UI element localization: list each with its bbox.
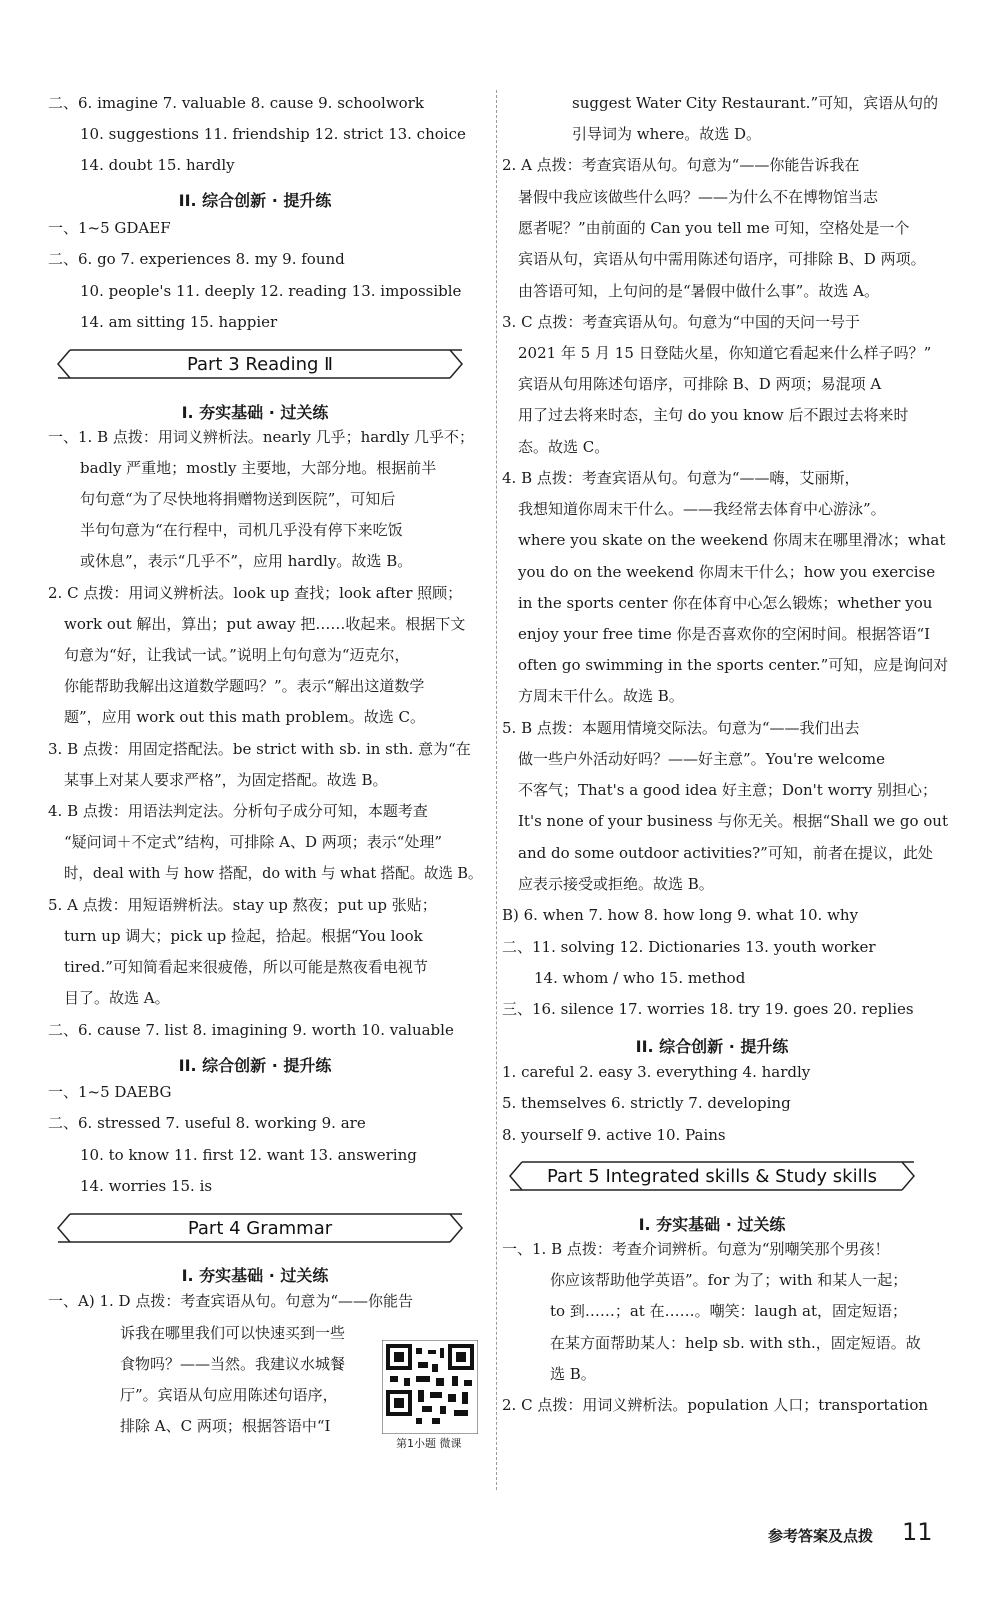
answer-line: 4. B 点拨：考查宾语从句。句意为“——嗨，艾丽斯， (502, 469, 860, 487)
answer-line: 时，deal with 与 how 搭配，do with 与 what 搭配。故选 B。 (64, 864, 483, 882)
answer-line: 10. suggestions 11. friendship 12. strict 13. choice (80, 125, 466, 143)
answer-line: 厅”。宾语从句应用陈述句语序， (120, 1386, 338, 1404)
answer-line: 食物吗？——当然。我建议水城餐 (120, 1355, 346, 1373)
answer-line: 宾语从句，宾语从句中需用陈述句语序，可排除 B、D 两项。 (518, 250, 926, 268)
part-banner (56, 348, 464, 380)
answer-line: B) 6. when 7. how 8. how long 9. what 10. why (502, 906, 859, 924)
answer-line: 14. worries 15. is (80, 1177, 213, 1195)
answer-line: 诉我在哪里我们可以快速买到一些 (120, 1324, 346, 1342)
answer-line: 14. doubt 15. hardly (80, 156, 235, 174)
section-heading: I. 夯实基础 · 过关练 (181, 403, 329, 422)
answer-line: 一、A) 1. D 点拨：考查宾语从句。句意为“——你能告 (48, 1292, 413, 1310)
answer-line: 由答语可知，上句问的是“暑假中做什么事”。故选 A。 (518, 282, 879, 300)
answer-line: 一、1. B 点拨：用词义辨析法。nearly 几乎；hardly 几乎不； (48, 428, 474, 446)
column-divider (496, 90, 497, 1490)
answer-line: 二、6. cause 7. list 8. imagining 9. worth 10. valuable (48, 1021, 454, 1039)
answer-line: 用了过去将来时态，主句 do you know 后不跟过去将来时 (518, 406, 909, 424)
part-banner (56, 1212, 464, 1244)
answer-line: 二、11. solving 12. Dictionaries 13. youth worker (502, 938, 876, 956)
answer-line: enjoy your free time 你是否喜欢你的空闲时间。根据答语“I (518, 625, 931, 643)
answer-line: 5. A 点拨：用短语辨析法。stay up 熬夜；put up 张贴； (48, 896, 437, 914)
answer-line: 或休息”，表示“几乎不”，应用 hardly。故选 B。 (80, 552, 413, 570)
answer-line: 应表示接受或拒绝。故选 B。 (518, 875, 714, 893)
answer-line: 一、1~5 DAEBG (48, 1083, 172, 1101)
section-heading: II. 综合创新 · 提升练 (635, 1037, 789, 1056)
answer-line: 句意为“好，让我试一试。”说明上句句意为“迈克尔， (64, 646, 410, 664)
answer-line: to 到……；at 在……。嘲笑：laugh at，固定短语； (550, 1302, 907, 1320)
answer-line: in the sports center 你在体育中心怎么锻炼；whether you (518, 594, 933, 612)
section-heading: II. 综合创新 · 提升练 (178, 1056, 332, 1075)
answer-line: 半句句意为“在行程中，司机几乎没有停下来吃饭 (80, 521, 403, 539)
answer-line: 2. C 点拨：用词义辨析法。look up 查找；look after 照顾； (48, 584, 463, 602)
answer-line: 14. whom / who 15. method (534, 969, 746, 987)
answer-line: 你能帮助我解出这道数学题吗？”。表示“解出这道数学 (64, 677, 425, 695)
answer-line: and do some outdoor activities?”可知，前者在提议，此处 (518, 844, 933, 862)
answer-line: work out 解出，算出；put away 把……收起来。根据下文 (64, 615, 466, 633)
section-heading: I. 夯实基础 · 过关练 (638, 1215, 786, 1234)
answer-line: 三、16. silence 17. worries 18. try 19. goes 20. replies (502, 1000, 914, 1018)
part-title: Part 4 Grammar (187, 1218, 333, 1239)
answer-line: 愿者呢？”由前面的 Can you tell me 可知，空格处是一个 (518, 219, 910, 237)
answer-line: you do on the weekend 你周末干什么；how you exercise (518, 563, 936, 581)
answer-line: 做一些户外活动好吗？——好主意”。You're welcome (518, 750, 885, 768)
answer-line: 4. B 点拨：用语法判定法。分析句子成分可知，本题考查 (48, 802, 428, 820)
answer-line: It's none of your business 与你无关。根据“Shall we go out (518, 812, 948, 830)
answer-line: 宾语从句用陈述句语序，可排除 B、D 两项；易混项 A (518, 375, 882, 393)
answer-line: 不客气；That's a good idea 好主意；Don't worry 别担心； (518, 781, 938, 799)
answer-line: 3. C 点拨：考查宾语从句。句意为“中国的天问一号于 (502, 313, 860, 331)
answer-line: 一、1~5 GDAEF (48, 219, 171, 237)
answer-line: 我想知道你周末干什么。——我经常去体育中心游泳”。 (518, 500, 886, 518)
part-banner (508, 1160, 916, 1192)
answer-line: 排除 A、C 两项；根据答语中“I (120, 1417, 331, 1435)
answer-line: 在某方面帮助某人：help sb. with sth.，固定短语。故 (550, 1334, 921, 1352)
answer-line: 态。故选 C。 (518, 438, 610, 456)
answer-line: 一、1. B 点拨：考查介词辨析。句意为“别嘲笑那个男孩！ (502, 1240, 890, 1258)
answer-line: 句句意“为了尽快地将捐赠物送到医院”，可知后 (80, 490, 396, 508)
answer-line: often go swimming in the sports center.”可知，应是询问对 (518, 656, 949, 674)
answer-line: 目了。故选 A。 (64, 989, 170, 1007)
answer-line: turn up 调大；pick up 捡起，拾起。根据“You look (64, 927, 423, 945)
part-title: Part 5 Integrated skills & Study skills (547, 1166, 877, 1187)
answer-line: where you skate on the weekend 你周末在哪里滑冰；what (518, 531, 946, 549)
answer-line: 暑假中我应该做些什么吗？——为什么不在博物馆当志 (518, 188, 879, 206)
answer-line: 5. B 点拨：本题用情境交际法。句意为“——我们出去 (502, 719, 860, 737)
part-title: Part 3 Reading Ⅱ (186, 354, 334, 375)
answer-line: 8. yourself 9. active 10. Pains (502, 1126, 726, 1144)
answer-line: “疑问词＋不定式”结构，可排除 A、D 两项；表示“处理” (64, 833, 443, 851)
answer-line: 2. A 点拨：考查宾语从句。句意为“——你能告诉我在 (502, 156, 860, 174)
answer-line: 14. am sitting 15. happier (80, 313, 278, 331)
answer-line: 你应该帮助他学英语”。for 为了；with 和某人一起； (550, 1271, 908, 1289)
answer-line: badly 严重地；mostly 主要地，大部分地。根据前半 (80, 459, 437, 477)
answer-line: 二、6. imagine 7. valuable 8. cause 9. schoolwork (48, 94, 424, 112)
answer-line: 10. to know 11. first 12. want 13. answering (80, 1146, 417, 1164)
answer-line: 方周末干什么。故选 B。 (518, 687, 684, 705)
answer-line: 3. B 点拨：用固定搭配法。be strict with sb. in sth. 意为“在 (48, 740, 471, 758)
answer-line: suggest Water City Restaurant.”可知，宾语从句的 (572, 94, 939, 112)
answer-line: 10. people's 11. deeply 12. reading 13. impossible (80, 282, 462, 300)
answer-line: 2021 年 5 月 15 日登陆火星，你知道它看起来什么样子吗？” (518, 344, 932, 362)
answer-line: 二、6. stressed 7. useful 8. working 9. are (48, 1114, 366, 1132)
answer-line: 2. C 点拨：用词义辨析法。population 人口；transportation (502, 1396, 929, 1414)
answer-line: 1. careful 2. easy 3. everything 4. hardly (502, 1063, 811, 1081)
answer-line: 引导词为 where。故选 D。 (572, 125, 761, 143)
answer-line: 选 B。 (550, 1365, 596, 1383)
answer-line: 某事上对某人要求严格”，为固定搭配。故选 B。 (64, 771, 388, 789)
section-heading: I. 夯实基础 · 过关练 (181, 1266, 329, 1285)
footer-label: 参考答案及点拨 (768, 1527, 874, 1545)
page-number: 11 (902, 1518, 933, 1546)
answer-line: tired.”可知简看起来很疲倦，所以可能是熬夜看电视节 (64, 958, 428, 976)
section-heading: II. 综合创新 · 提升练 (178, 191, 332, 210)
answer-line: 5. themselves 6. strictly 7. developing (502, 1094, 791, 1112)
qr-caption: 第1小题 微课 (396, 1437, 462, 1450)
answer-line: 题”，应用 work out this math problem。故选 C。 (64, 708, 425, 726)
qr-code-icon (382, 1340, 478, 1434)
answer-line: 二、6. go 7. experiences 8. my 9. found (48, 250, 345, 268)
qr-code[interactable] (382, 1340, 478, 1434)
